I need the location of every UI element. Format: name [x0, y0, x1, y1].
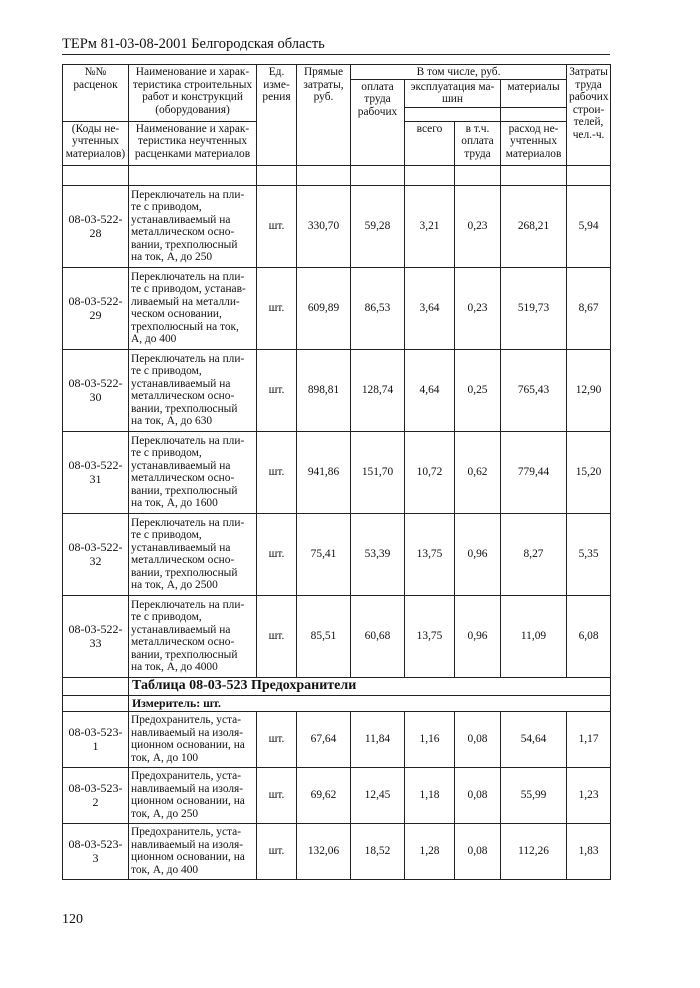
machine-wage-value: 0,23 — [455, 185, 501, 267]
rate-description: Переключатель на пли- те с приводом, устанавливаемый на металлическом осно- вании, трехполюсный на ток, А, до 1600 — [129, 431, 257, 513]
machine-wage-value: 0,08 — [455, 711, 501, 767]
direct-costs-value: 75,41 — [297, 513, 351, 595]
rate-code: 08-03-523- 1 — [63, 711, 129, 767]
measure-spacer — [63, 695, 129, 711]
direct-costs-value: 132,06 — [297, 823, 351, 879]
direct-costs-value: 69,62 — [297, 767, 351, 823]
rate-unit: шт. — [257, 823, 297, 879]
machine-total-value: 1,16 — [405, 711, 455, 767]
machine-wage-value: 0,96 — [455, 595, 501, 677]
wage-value: 53,39 — [351, 513, 405, 595]
rate-description: Переключатель на пли- те с приводом, устанавливаемый на металлическом осно- вании, трехполюсный на ток, А, до 630 — [129, 349, 257, 431]
machine-wage-value: 0,96 — [455, 513, 501, 595]
header-materials: материалы — [501, 79, 567, 107]
table-row — [63, 823, 611, 879]
table-row — [63, 185, 611, 267]
materials-value: 54,64 — [501, 711, 567, 767]
labor-value: 1,83 — [567, 823, 611, 879]
rate-unit: шт. — [257, 185, 297, 267]
header-rule — [62, 54, 610, 55]
wage-value: 18,52 — [351, 823, 405, 879]
rate-description: Предохранитель, уста- навливаемый на изоля- ционном основании, на ток, А, до 400 — [129, 823, 257, 879]
materials-value: 779,44 — [501, 431, 567, 513]
machine-wage-value: 0,08 — [455, 767, 501, 823]
rate-unit: шт. — [257, 349, 297, 431]
header-machine: эксплуатация ма- шин — [405, 79, 501, 107]
wage-value: 59,28 — [351, 185, 405, 267]
wage-value: 151,70 — [351, 431, 405, 513]
rate-unit: шт. — [257, 767, 297, 823]
rate-code: 08-03-523- 3 — [63, 823, 129, 879]
machine-total-value: 1,28 — [405, 823, 455, 879]
direct-costs-value: 330,70 — [297, 185, 351, 267]
rate-description: Предохранитель, уста- навливаемый на изоля- ционном основании, на ток, А, до 100 — [129, 711, 257, 767]
labor-value: 6,08 — [567, 595, 611, 677]
rate-description: Переключатель на пли- те с приводом, устанавливаемый на металлическом осно- вании, трехполюсный на ток, А, до 4000 — [129, 595, 257, 677]
table-row — [63, 711, 611, 767]
header-unit: Ед. изме- рения — [257, 65, 297, 166]
wage-value: 128,74 — [351, 349, 405, 431]
rate-code: 08-03-522- 33 — [63, 595, 129, 677]
labor-value: 15,20 — [567, 431, 611, 513]
page-title: ТЕРм 81-03-08-2001 Белгородская область — [62, 36, 325, 52]
header-name: Наименование и харак- теристика строительных работ и конструкций (оборудования) — [129, 65, 257, 122]
rate-code: 08-03-522- 31 — [63, 431, 129, 513]
labor-value: 12,90 — [567, 349, 611, 431]
header-incl-group: В том числе, руб. — [351, 65, 567, 80]
table-row — [63, 767, 611, 823]
labor-value: 8,67 — [567, 267, 611, 349]
header-name-sub: Наименование и харак- теристика неучтенных расценками материалов — [129, 121, 257, 165]
header-materials-sub: расход не- учтенных материалов — [501, 121, 567, 165]
page-number: 120 — [62, 912, 83, 927]
section-title-row — [63, 677, 611, 695]
wage-value: 12,45 — [351, 767, 405, 823]
rate-unit: шт. — [257, 267, 297, 349]
direct-costs-value: 67,64 — [297, 711, 351, 767]
rate-code: 08-03-522- 29 — [63, 267, 129, 349]
section-title: Таблица 08-03-523 Предохранители — [129, 677, 611, 695]
labor-value: 1,23 — [567, 767, 611, 823]
rate-code: 08-03-523- 2 — [63, 767, 129, 823]
machine-wage-value: 0,23 — [455, 267, 501, 349]
machine-total-value: 13,75 — [405, 513, 455, 595]
table-row — [63, 267, 611, 349]
measure-row — [63, 695, 611, 711]
table-row — [63, 431, 611, 513]
labor-value: 5,94 — [567, 185, 611, 267]
header-direct-costs: Прямые затраты, руб. — [297, 65, 351, 166]
rates-table — [62, 64, 611, 880]
machine-total-value: 4,64 — [405, 349, 455, 431]
rate-code: 08-03-522- 28 — [63, 185, 129, 267]
materials-value: 519,73 — [501, 267, 567, 349]
materials-value: 8,27 — [501, 513, 567, 595]
machine-total-value: 13,75 — [405, 595, 455, 677]
blank-row — [63, 165, 611, 185]
labor-value: 1,17 — [567, 711, 611, 767]
machine-wage-value: 0,62 — [455, 431, 501, 513]
rate-unit: шт. — [257, 595, 297, 677]
wage-value: 11,84 — [351, 711, 405, 767]
rate-description: Предохранитель, уста- навливаемый на изоля- ционном основании, на ток, А, до 250 — [129, 767, 257, 823]
machine-total-value: 3,64 — [405, 267, 455, 349]
header-wage: оплата труда рабочих — [351, 79, 405, 165]
materials-value: 55,99 — [501, 767, 567, 823]
materials-value: 112,26 — [501, 823, 567, 879]
wage-value: 60,68 — [351, 595, 405, 677]
machine-wage-value: 0,08 — [455, 823, 501, 879]
section-title-spacer — [63, 677, 129, 695]
rate-code: 08-03-522- 32 — [63, 513, 129, 595]
measure-label: Измеритель: шт. — [129, 695, 611, 711]
materials-value: 268,21 — [501, 185, 567, 267]
header-machine-wage: в т.ч. оплата труда — [455, 121, 501, 165]
rate-unit: шт. — [257, 431, 297, 513]
header-machine-spacer — [405, 107, 501, 121]
header-code: №№ расценок — [63, 65, 129, 122]
materials-value: 11,09 — [501, 595, 567, 677]
table-row — [63, 349, 611, 431]
header-machine-total: всего — [405, 121, 455, 165]
header-code-sub: (Коды не- учтенных материалов) — [63, 121, 129, 165]
table-row — [63, 595, 611, 677]
machine-total-value: 3,21 — [405, 185, 455, 267]
direct-costs-value: 941,86 — [297, 431, 351, 513]
header-labor: Затраты труда рабочих строи- телей, чел.-ч. — [567, 65, 611, 166]
labor-value: 5,35 — [567, 513, 611, 595]
direct-costs-value: 609,89 — [297, 267, 351, 349]
rate-description: Переключатель на пли- те с приводом, устанав- ливаемый на металли- ческом основании, трехполюсный на ток, А, до 400 — [129, 267, 257, 349]
rate-unit: шт. — [257, 513, 297, 595]
wage-value: 86,53 — [351, 267, 405, 349]
machine-total-value: 10,72 — [405, 431, 455, 513]
table-row — [63, 513, 611, 595]
header-materials-spacer — [501, 107, 567, 121]
direct-costs-value: 85,51 — [297, 595, 351, 677]
rate-description: Переключатель на пли- те с приводом, устанавливаемый на металлическом осно- вании, трехполюсный на ток, А, до 2500 — [129, 513, 257, 595]
rate-unit: шт. — [257, 711, 297, 767]
machine-total-value: 1,18 — [405, 767, 455, 823]
machine-wage-value: 0,25 — [455, 349, 501, 431]
rate-code: 08-03-522- 30 — [63, 349, 129, 431]
materials-value: 765,43 — [501, 349, 567, 431]
direct-costs-value: 898,81 — [297, 349, 351, 431]
rate-description: Переключатель на пли- те с приводом, устанавливаемый на металлическом осно- вании, трехполюсный на ток, А, до 250 — [129, 185, 257, 267]
